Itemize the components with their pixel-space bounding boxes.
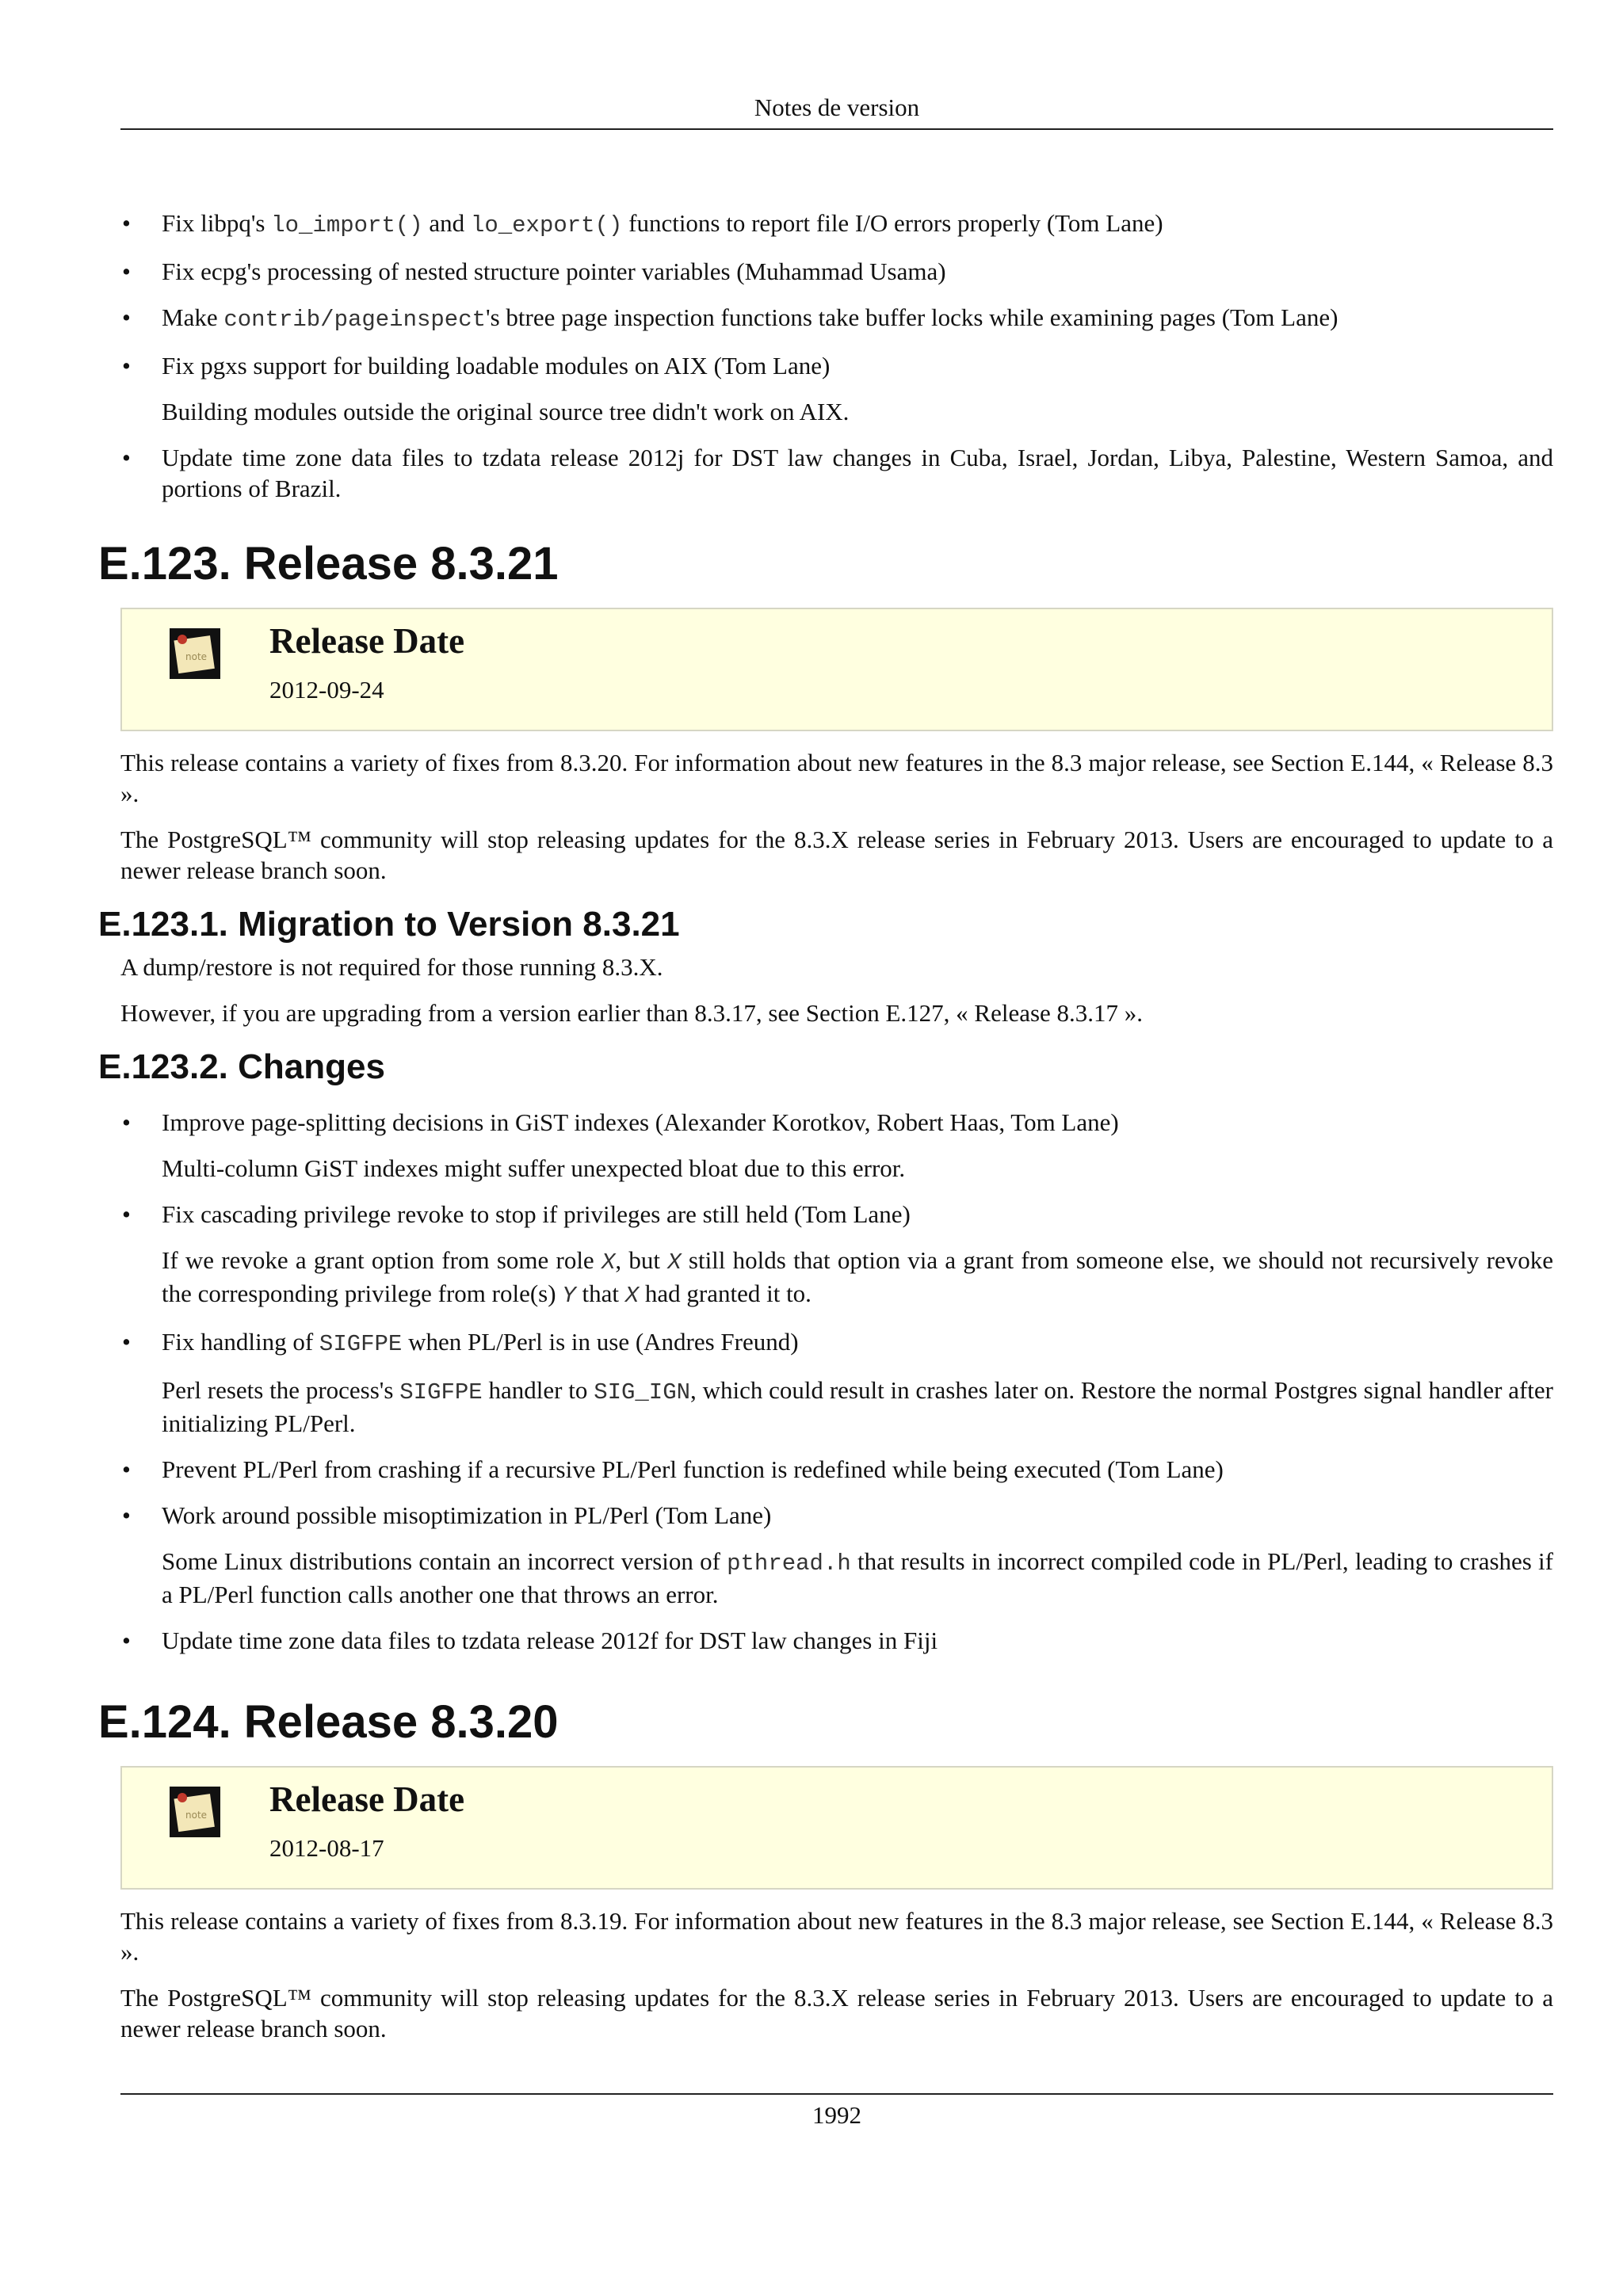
migration-paragraph: A dump/restore is not required for those running 8.3.X.	[120, 953, 663, 981]
list-item-detail: Some Linux distributions contain an incorrect version of pthread.h that results in incorrect compiled code in PL/Perl, leading to crashes if a PL/Perl function calls another one that throws an error.	[162, 1547, 1553, 1608]
code-sigfpe: SIGFPE	[319, 1331, 403, 1357]
section-heading-release-8-3-21: E.123. Release 8.3.21	[98, 538, 559, 589]
release-date: 2012-08-17	[269, 1834, 384, 1862]
list-item-detail: Building modules outside the original source tree didn't work on AIX.	[162, 398, 850, 425]
list-item-detail: If we revoke a grant option from some role X, but X still holds that option via a grant from someone else, we should not recursively revoke the corresponding privilege from role(s) Y that X had granted it to.	[162, 1246, 1553, 1309]
release-intro: This release contains a variety of fixes from 8.3.19. For information about new features in the 8.3 major release, see Section E.144, « Release 8.3 ».	[120, 1907, 1553, 1966]
page-number: 1992	[812, 2101, 861, 2129]
list-item-detail: Perl resets the process's SIGFPE handler to SIG_IGN, which could result in crashes later on. Restore the normal Postgres signal handler after initializing PL/Perl.	[162, 1376, 1553, 1437]
note-title: Release Date	[269, 1779, 465, 1819]
list-item: • Fix libpq's lo_import() and lo_export() functions to report file I/O errors properly (Tom Lane)	[120, 208, 1553, 241]
header-rule	[120, 128, 1553, 130]
list-item: • Fix cascading privilege revoke to stop if privileges are still held (Tom Lane) If we revoke a grant option from some role X, but X still holds that option via a grant from someone else, we should not recursively revoke the corresponding privilege from role(s) Y that X had granted it to.	[120, 1199, 1553, 1311]
release-date-note	[120, 1766, 1553, 1890]
note-icon	[170, 628, 220, 679]
footer-rule	[120, 2093, 1553, 2095]
section-heading-release-8-3-20: E.124. Release 8.3.20	[98, 1696, 559, 1748]
code-lo-import: lo_import()	[271, 212, 423, 238]
code-lo-export: lo_export()	[470, 212, 623, 238]
page-content	[98, 208, 1553, 2059]
note-icon	[170, 1787, 220, 1837]
svg-text:note: note	[185, 651, 208, 662]
list-item: • Update time zone data files to tzdata release 2012f for DST law changes in Fiji	[120, 1625, 1553, 1656]
list-item: • Make contrib/pageinspect's btree page inspection functions take buffer locks while examining pages (Tom Lane)	[120, 302, 1553, 335]
list-item: • Improve page-splitting decisions in GiST indexes (Alexander Korotkov, Robert Haas, Tom Lane) Multi-column GiST indexes might suffer unexpected bloat due to this error.	[120, 1107, 1553, 1184]
list-item: • Fix ecpg's processing of nested structure pointer variables (Muhammad Usama)	[120, 256, 1553, 287]
running-header: Notes de version	[754, 93, 920, 121]
code-pageinspect: contrib/pageinspect	[223, 307, 486, 333]
list-item: • Prevent PL/Perl from crashing if a recursive PL/Perl function is redefined while being executed (Tom Lane)	[120, 1454, 1553, 1485]
release-eol-notice: The PostgreSQL™ community will stop releasing updates for the 8.3.X release series in February 2013. Users are encouraged to update to a newer release branch soon.	[120, 826, 1553, 884]
list-item: • Fix pgxs support for building loadable modules on AIX (Tom Lane) Building modules outside the original source tree didn't work on AIX.	[120, 350, 1553, 427]
subsection-heading-changes: E.123.2. Changes	[98, 1047, 385, 1086]
release-eol-notice: The PostgreSQL™ community will stop releasing updates for the 8.3.X release series in February 2013. Users are encouraged to update to a newer release branch soon.	[120, 1984, 1553, 2042]
top-bullet-list	[120, 208, 1553, 504]
release-intro: This release contains a variety of fixes from 8.3.20. For information about new features in the 8.3 major release, see Section E.144, « Release 8.3 ».	[120, 749, 1553, 807]
changes-bullet-list	[120, 1107, 1553, 1656]
migration-paragraph: However, if you are upgrading from a version earlier than 8.3.17, see Section E.127, « Release 8.3.17 ».	[120, 999, 1144, 1027]
note-title: Release Date	[269, 621, 465, 661]
list-item: • Update time zone data files to tzdata release 2012j for DST law changes in Cuba, Israel, Jordan, Libya, Palestine, Western Samoa, and portions of Brazil.	[120, 442, 1553, 504]
list-item: • Work around possible misoptimization in PL/Perl (Tom Lane) Some Linux distributions contain an incorrect version of pthread.h that results in incorrect compiled code in PL/Perl, leading to crashes if a PL/Perl function calls another one that throws an error.	[120, 1500, 1553, 1610]
svg-text:note: note	[185, 1810, 208, 1821]
list-item: • Fix handling of SIGFPE when PL/Perl is in use (Andres Freund) Perl resets the process's SIGFPE handler to SIG_IGN, which could result in crashes later on. Restore the normal Postgres signal handler after initializing PL/Perl.	[120, 1326, 1553, 1439]
release-date-note	[120, 608, 1553, 731]
subsection-heading-migration: E.123.1. Migration to Version 8.3.21	[98, 905, 680, 944]
list-item-detail: Multi-column GiST indexes might suffer unexpected bloat due to this error.	[162, 1154, 906, 1182]
release-date: 2012-09-24	[269, 676, 384, 704]
